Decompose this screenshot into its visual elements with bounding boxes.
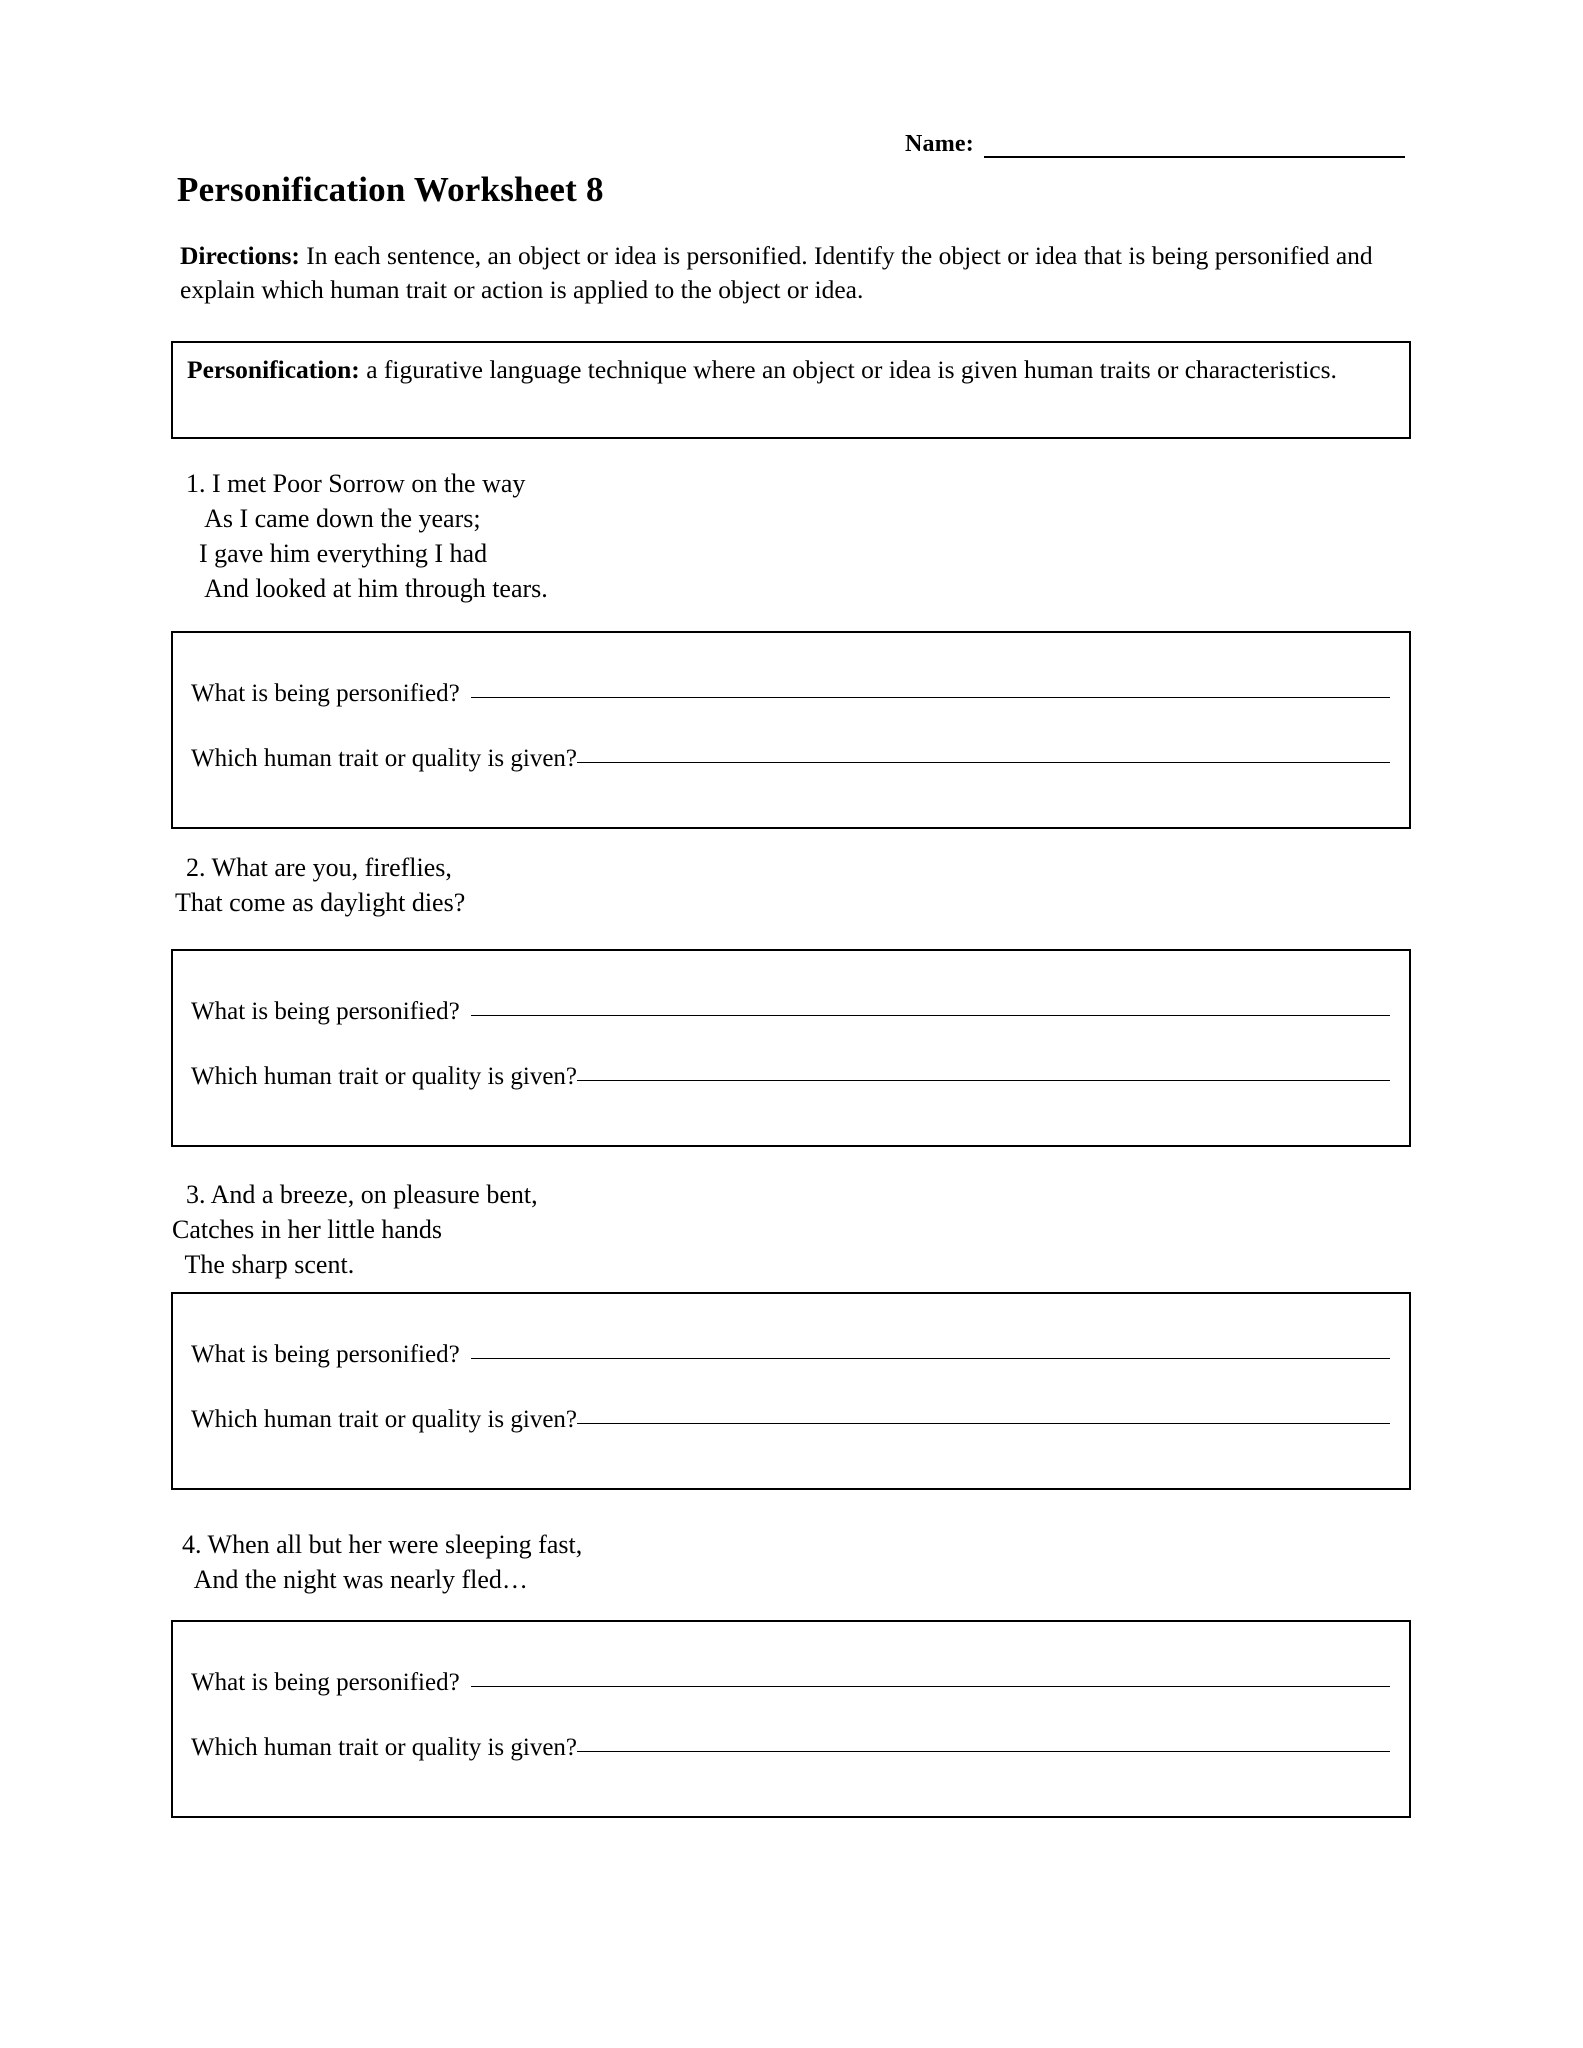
question-2-stem-line2: [175, 888, 465, 918]
question-3-stem-line2: [172, 1215, 442, 1245]
answer-1-personified-row[interactable]: [191, 681, 1390, 706]
question-3-line-3: The sharp scent.: [172, 1250, 355, 1279]
answer-2-trait-row[interactable]: [191, 1064, 1390, 1089]
answer-4-trait-row[interactable]: [191, 1735, 1390, 1760]
answer-2-trait-label: Which human trait or quality is given?: [191, 1063, 578, 1090]
answer-1-personified-label: What is being personified?: [191, 680, 460, 707]
question-3-line-2: Catches in her little hands: [172, 1215, 443, 1244]
question-1-line-4: And looked at him through tears.: [186, 574, 548, 603]
answer-1-trait-line[interactable]: [577, 762, 1390, 763]
question-2-line-2: That come as daylight dies?: [175, 888, 466, 917]
answer-3-personified-label: What is being personified?: [191, 1341, 460, 1368]
question-1-line-2: As I came down the years;: [186, 504, 481, 533]
question-3-line-1: 3. And a breeze, on pleasure bent,: [186, 1180, 538, 1209]
definition-box: [171, 341, 1411, 439]
question-4-stem-line2: [182, 1565, 528, 1595]
directions-paragraph: [180, 239, 1375, 307]
answer-2-trait-line[interactable]: [577, 1080, 1390, 1081]
question-2-line-1: 2. What are you, fireflies,: [186, 853, 452, 882]
answer-4-personified-line[interactable]: [471, 1686, 1390, 1687]
answer-3-personified-row[interactable]: [191, 1342, 1390, 1367]
directions-text: In each sentence, an object or idea is personified. Identify the object or idea that is being personified and explain which human trait or action is applied to the object or idea.: [180, 241, 1373, 304]
question-2-stem: [186, 853, 452, 883]
question-1-line-1: 1. I met Poor Sorrow on the way: [186, 469, 526, 498]
answer-4-personified-row[interactable]: [191, 1670, 1390, 1695]
question-3-stem-line3: [172, 1250, 354, 1280]
directions-label: Directions:: [180, 241, 300, 270]
definition-text: a figurative language technique where an object or idea is given human traits or characteristics.: [359, 355, 1337, 384]
name-label: Name:: [905, 131, 974, 157]
answer-4-trait-label: Which human trait or quality is given?: [191, 1734, 578, 1761]
answer-box-3: [171, 1292, 1411, 1490]
answer-4-trait-line[interactable]: [577, 1751, 1390, 1752]
page-title: Personification Worksheet 8: [177, 170, 604, 209]
question-1-stem-line2: [186, 504, 481, 534]
name-field[interactable]: [905, 132, 1405, 158]
question-4-line-1: 4. When all but her were sleeping fast,: [182, 1530, 583, 1559]
question-4-line-2: And the night was nearly fled…: [182, 1565, 528, 1594]
answer-2-personified-line[interactable]: [471, 1015, 1390, 1016]
answer-1-trait-row[interactable]: [191, 746, 1390, 771]
question-1-stem-line3: [186, 539, 487, 569]
answer-3-trait-line[interactable]: [577, 1423, 1390, 1424]
question-1-stem: [186, 469, 525, 499]
answer-3-personified-line[interactable]: [471, 1358, 1390, 1359]
answer-4-personified-label: What is being personified?: [191, 1669, 460, 1696]
answer-1-personified-line[interactable]: [471, 697, 1390, 698]
name-input-line[interactable]: [984, 136, 1405, 158]
answer-box-4: [171, 1620, 1411, 1818]
answer-1-trait-label: Which human trait or quality is given?: [191, 745, 578, 772]
definition-paragraph: [187, 353, 1392, 387]
definition-term: Personification:: [187, 355, 360, 384]
answer-box-2: [171, 949, 1411, 1147]
question-3-stem: [186, 1180, 538, 1210]
answer-2-personified-row[interactable]: [191, 999, 1390, 1024]
answer-3-trait-label: Which human trait or quality is given?: [191, 1406, 578, 1433]
question-1-stem-line4: [186, 574, 548, 604]
answer-box-1: [171, 631, 1411, 829]
answer-3-trait-row[interactable]: [191, 1407, 1390, 1432]
question-1-line-3: I gave him everything I had: [186, 539, 488, 568]
question-4-stem: [182, 1530, 582, 1560]
answer-2-personified-label: What is being personified?: [191, 998, 460, 1025]
